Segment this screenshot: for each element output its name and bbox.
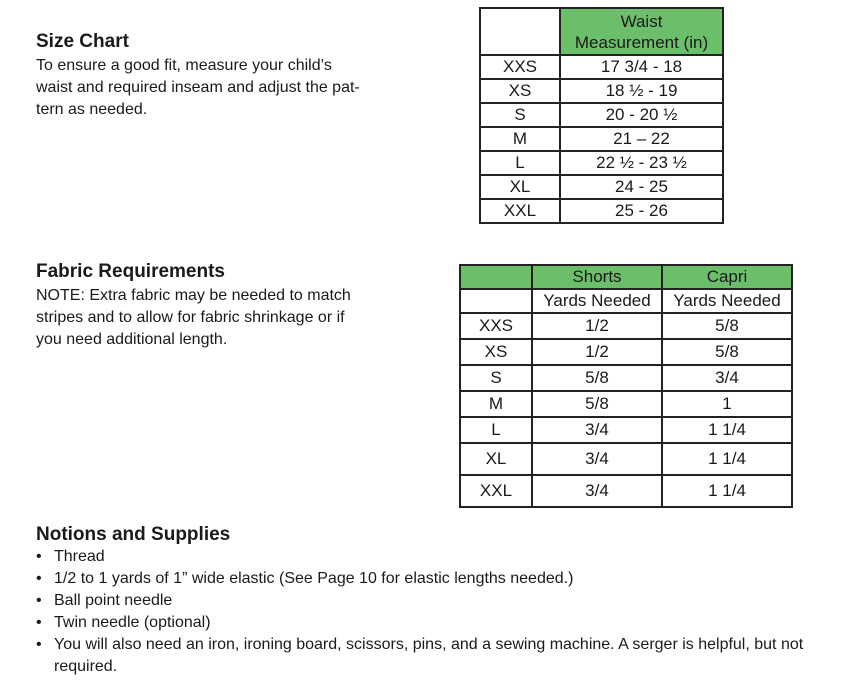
size-cell: XXS: [460, 313, 532, 339]
list-item-text: Ball point needle: [54, 592, 173, 609]
shorts-subheader: Yards Needed: [532, 289, 662, 313]
shorts-cell: 5/8: [532, 391, 662, 417]
shorts-cell: 5/8: [532, 365, 662, 391]
fabric-subheader-blank: [460, 289, 532, 313]
capri-cell: 3/4: [662, 365, 792, 391]
waist-cell: 22 ½ - 23 ½: [560, 151, 723, 175]
table-row: [480, 151, 723, 175]
capri-cell: 1 1/4: [662, 443, 792, 475]
size-cell: XXL: [480, 199, 560, 223]
list-item: [36, 546, 826, 568]
table-row: [480, 175, 723, 199]
shorts-header: Shorts: [532, 265, 662, 289]
list-item: [36, 612, 826, 634]
table-row: [480, 103, 723, 127]
bullet-icon: •: [36, 636, 42, 653]
size-chart-title: Size Chart: [36, 31, 129, 52]
notions-list: [36, 546, 826, 678]
table-row: [460, 391, 792, 417]
size-chart-corner: [480, 8, 560, 55]
size-cell: XXL: [460, 475, 532, 507]
table-row: [480, 199, 723, 223]
shorts-cell: 3/4: [532, 443, 662, 475]
list-item: [36, 568, 826, 590]
table-row: [460, 313, 792, 339]
waist-cell: 21 – 22: [560, 127, 723, 151]
size-cell: XS: [480, 79, 560, 103]
capri-cell: 1: [662, 391, 792, 417]
waist-cell: 24 - 25: [560, 175, 723, 199]
size-cell: S: [480, 103, 560, 127]
size-cell: XL: [480, 175, 560, 199]
waist-cell: 25 - 26: [560, 199, 723, 223]
list-item: [36, 634, 826, 678]
size-cell: M: [480, 127, 560, 151]
capri-cell: 5/8: [662, 313, 792, 339]
size-cell: M: [460, 391, 532, 417]
table-row: [480, 127, 723, 151]
waist-header-line2: Measurement (in): [574, 32, 709, 52]
list-item: [36, 590, 826, 612]
waist-cell: 20 - 20 ½: [560, 103, 723, 127]
waist-cell: 17 3/4 - 18: [560, 55, 723, 79]
waist-header: [560, 8, 723, 55]
capri-header: Capri: [662, 265, 792, 289]
shorts-cell: 1/2: [532, 339, 662, 365]
size-chart-description: To ensure a good fit, measure your child’s waist and required inseam and adjust the pat- tern as needed.: [36, 57, 360, 118]
list-item-text: You will also need an iron, ironing board, scissors, pins, and a sewing machine. A serger is helpful, but not required.: [54, 636, 804, 675]
fabric-requirements-title: Fabric Requirements: [36, 261, 225, 282]
table-row: [460, 417, 792, 443]
size-cell: S: [460, 365, 532, 391]
size-cell: L: [480, 151, 560, 175]
table-row: [460, 365, 792, 391]
fabric-corner: [460, 265, 532, 289]
waist-cell: 18 ½ - 19: [560, 79, 723, 103]
size-cell: L: [460, 417, 532, 443]
bullet-icon: •: [36, 614, 42, 631]
notions-title: Notions and Supplies: [36, 524, 231, 545]
list-item-text: Twin needle (optional): [54, 614, 211, 631]
table-row: [460, 475, 792, 507]
size-chart-table: [479, 7, 724, 224]
capri-subheader: Yards Needed: [662, 289, 792, 313]
bullet-icon: •: [36, 548, 42, 565]
list-item-text: Thread: [54, 548, 105, 565]
size-cell: XL: [460, 443, 532, 475]
bullet-icon: •: [36, 570, 42, 587]
size-cell: XS: [460, 339, 532, 365]
shorts-cell: 3/4: [532, 417, 662, 443]
list-item-text: 1/2 to 1 yards of 1” wide elastic (See Page 10 for elastic lengths needed.): [54, 570, 574, 587]
shorts-cell: 1/2: [532, 313, 662, 339]
shorts-cell: 3/4: [532, 475, 662, 507]
fabric-requirements-note: NOTE: Extra fabric may be needed to match stripes and to allow for fabric shrinkage or if you need additional length.: [36, 287, 351, 348]
capri-cell: 1 1/4: [662, 475, 792, 507]
table-row: [460, 443, 792, 475]
table-row: [460, 339, 792, 365]
capri-cell: 5/8: [662, 339, 792, 365]
size-cell: XXS: [480, 55, 560, 79]
waist-header-line1: Waist: [620, 11, 663, 31]
fabric-requirements-table: [459, 264, 793, 508]
table-row: [480, 55, 723, 79]
bullet-icon: •: [36, 592, 42, 609]
capri-cell: 1 1/4: [662, 417, 792, 443]
table-row: [480, 79, 723, 103]
